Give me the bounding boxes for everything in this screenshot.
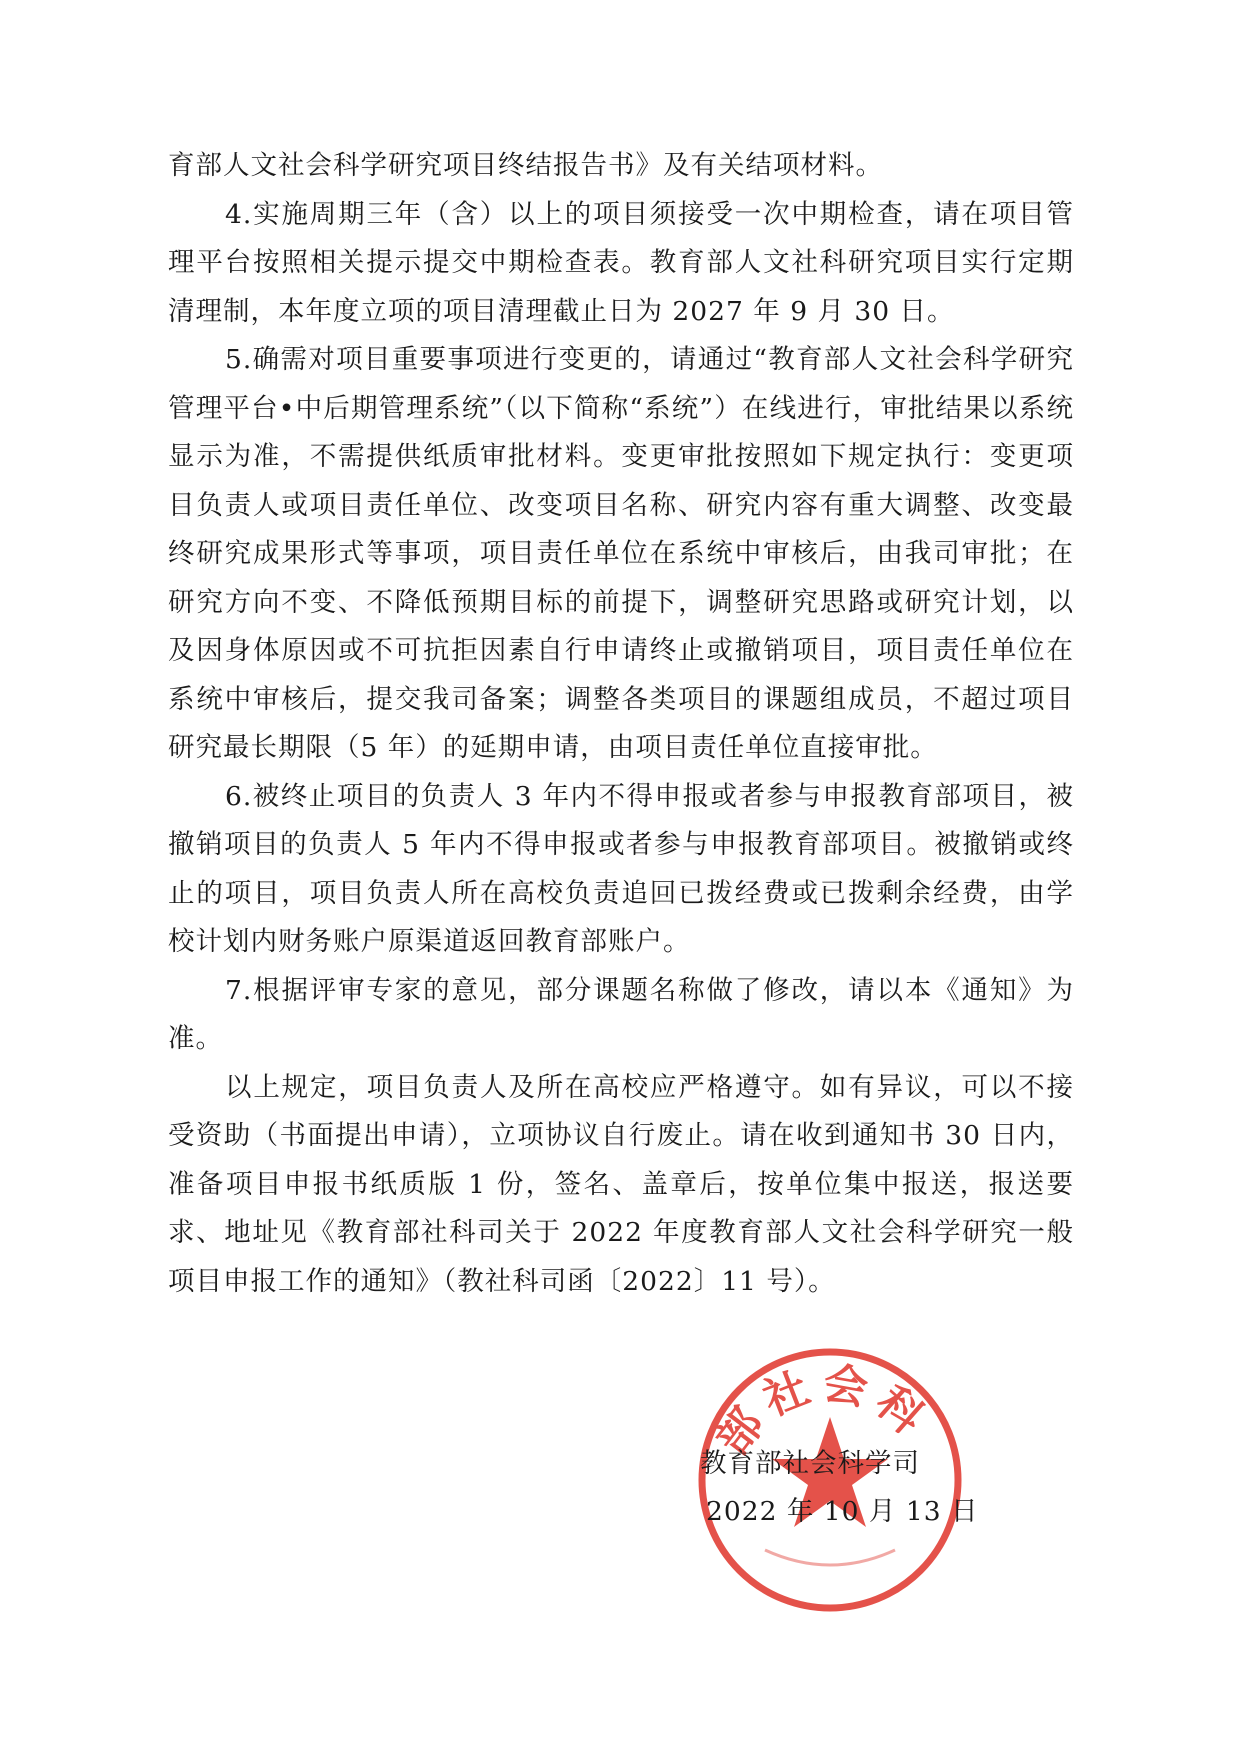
paragraph-item-6: 6.被终止项目的负责人 3 年内不得申报或者参与申报教育部项目，被撤销项目的负责人 5 年内不得申报或者参与申报教育部项目。被撤销或终止的项目，项目负责人所在高校负责追回已拨经费或已拨剩余经费，由学校计划内财务账户原渠道返回教育部账户。 bbox=[168, 780, 1074, 957]
signature-block bbox=[700, 1440, 979, 1536]
issuer-name: 教育部社会科学司 bbox=[700, 1448, 920, 1479]
paragraph-continuation: 育部人文社会科学研究项目终结报告书》及有关结项材料。 bbox=[168, 150, 883, 181]
svg-text:部社会科: 部社会科 bbox=[706, 1357, 939, 1465]
paragraph-item-7: 7.根据评审专家的意见，部分课题名称做了修改，请以本《通知》为准。 bbox=[168, 974, 1074, 1054]
paragraph-closing: 以上规定，项目负责人及所在高校应严格遵守。如有异议，可以不接受资助（书面提出申请），立项协议自行废止。请在收到通知书 30 日内，准备项目申报书纸质版 1 份，签名、盖章后，按单位集中报送，报送要求、地址见《教育部社科司关于 2022 年度教育部人文社会科学研究一般项目申报工作的通知》（教社科司函〔2022〕11 号）。 bbox=[168, 1071, 1074, 1297]
document-body bbox=[168, 142, 1074, 1306]
issue-date: 2022 年 10 月 13 日 bbox=[706, 1496, 979, 1527]
paragraph-item-4: 4.实施周期三年（含）以上的项目须接受一次中期检查，请在项目管理平台按照相关提示提交中期检查表。教育部人文社科研究项目实行定期清理制，本年度立项的项目清理截止日为 2027 年 9 月 30 日。 bbox=[168, 198, 1074, 327]
paragraph-item-5: 5.确需对项目重要事项进行变更的，请通过“教育部人文社会科学研究管理平台•中后期管理系统”（以下简称“系统”）在线进行，审批结果以系统显示为准，不需提供纸质审批材料。变更审批按照如下规定执行：变更项目负责人或项目责任单位、改变项目名称、研究内容有重大调整、改变最终研究成果形式等事项，项目责任单位在系统中审核后，由我司审批；在研究方向不变、不降低预期目标的前提下，调整研究思路或研究计划，以及因身体原因或不可抗拒因素自行申请终止或撤销项目，项目责任单位在系统中审核后，提交我司备案；调整各类项目的课题组成员，不超过项目研究最长期限（5 年）的延期申请，由项目责任单位直接审批。 bbox=[168, 344, 1074, 763]
